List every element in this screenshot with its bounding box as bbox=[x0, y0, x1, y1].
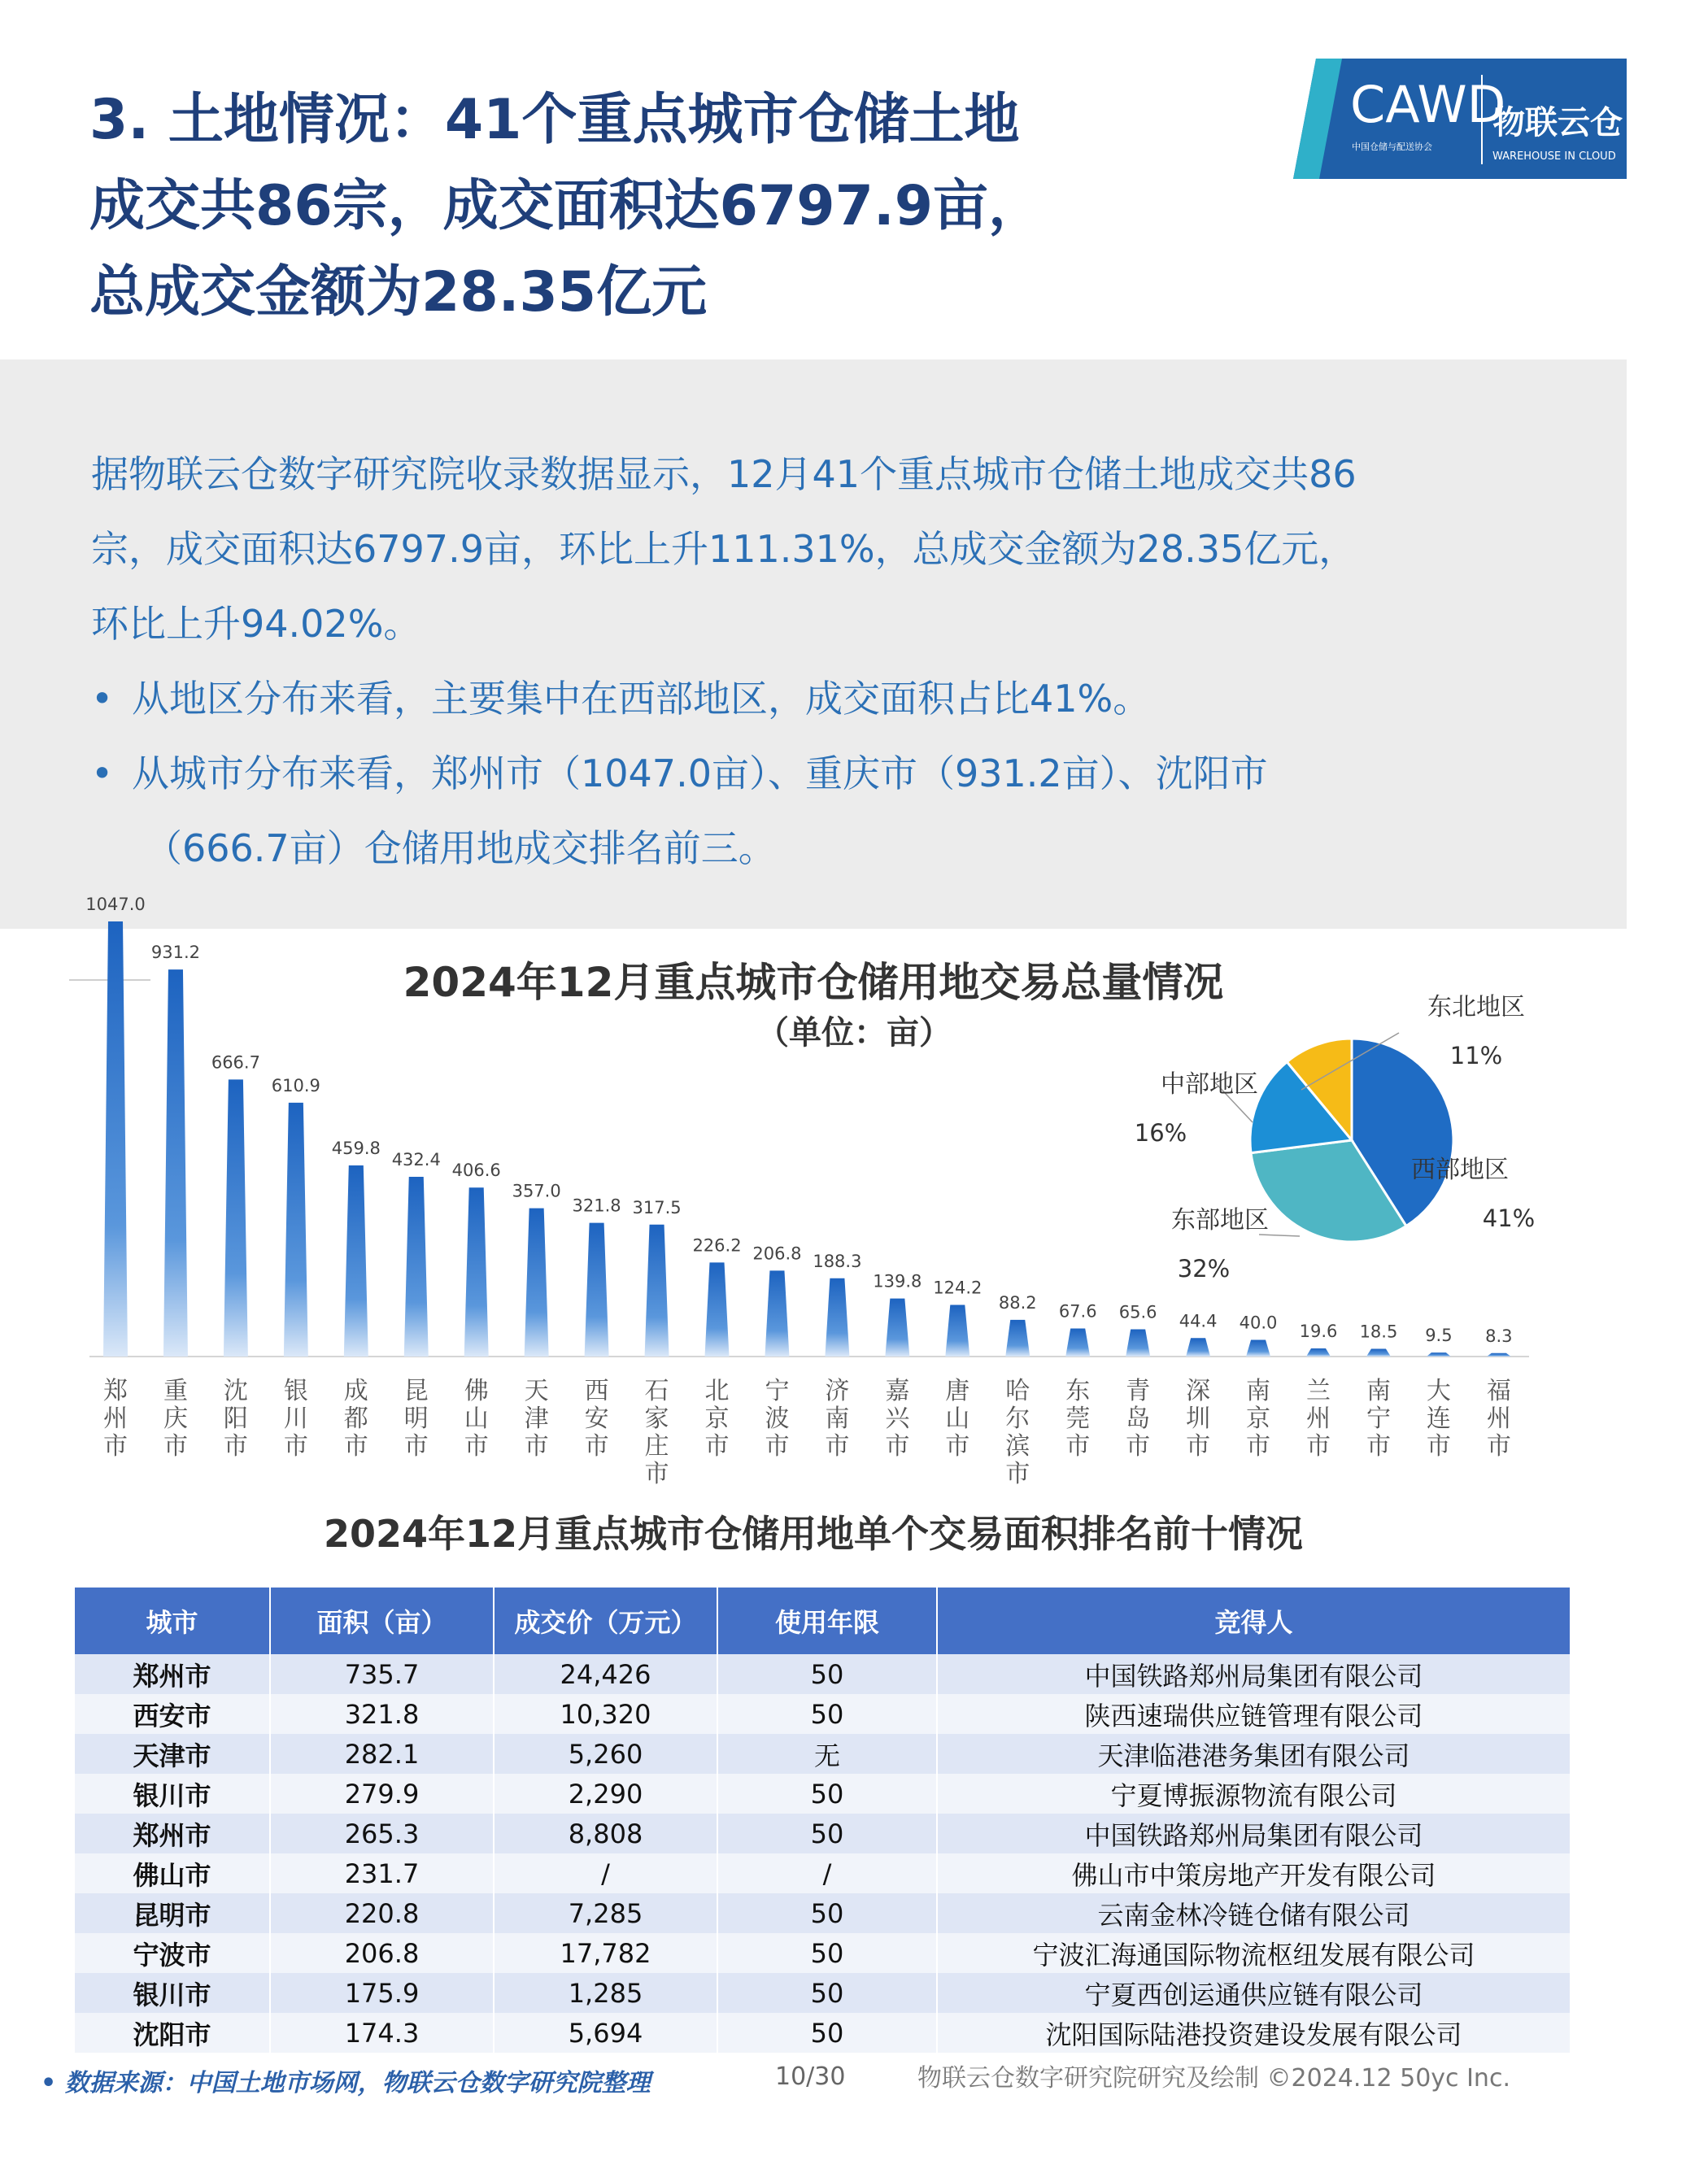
table-row bbox=[75, 2013, 1571, 2053]
category-label-char: 州 bbox=[1486, 1405, 1511, 1433]
bar-value-label: 139.8 bbox=[873, 1271, 922, 1291]
pie-slice-percent: 41% bbox=[1482, 1204, 1536, 1232]
bar bbox=[945, 1305, 969, 1357]
category-label-char: 市 bbox=[1126, 1432, 1151, 1461]
bar bbox=[224, 1079, 248, 1357]
bullet-marker: • bbox=[91, 751, 114, 795]
category-label-char: 市 bbox=[644, 1460, 669, 1488]
table-cell: 西安市 bbox=[75, 1694, 270, 1734]
title-line-3: 总成交金额为28.35亿元 bbox=[89, 260, 708, 324]
category-label-char: 都 bbox=[343, 1405, 368, 1433]
bar bbox=[1306, 1348, 1331, 1357]
category-label-char: 圳 bbox=[1186, 1405, 1211, 1433]
category-label-char: 郑 bbox=[103, 1377, 128, 1405]
table-cell: 206.8 bbox=[270, 1933, 494, 1973]
bar-value-label: 406.6 bbox=[451, 1161, 501, 1181]
category-label-char: 宁 bbox=[765, 1377, 790, 1405]
category-label-char: 川 bbox=[283, 1405, 308, 1433]
summary-line-1: 据物联云仓数字研究院收录数据显示，12月41个重点城市仓储土地成交共86 bbox=[91, 452, 1357, 496]
table-cell: 5,694 bbox=[494, 2013, 717, 2053]
category-label-char: 市 bbox=[825, 1432, 850, 1461]
category-label-char: 南 bbox=[1366, 1377, 1391, 1405]
bar-value-label: 610.9 bbox=[271, 1075, 320, 1095]
category-label-char: 市 bbox=[524, 1432, 549, 1461]
bar-value-label: 188.3 bbox=[813, 1251, 862, 1271]
table-cell: 8,808 bbox=[494, 1814, 717, 1853]
category-label-char: 南 bbox=[1246, 1377, 1271, 1405]
table-row bbox=[75, 1694, 1571, 1734]
bar-value-label: 357.0 bbox=[512, 1181, 561, 1201]
title-line-2: 成交共86宗，成交面积达6797.9亩， bbox=[89, 174, 1044, 238]
bar bbox=[1005, 1320, 1030, 1357]
table-cell: 银川市 bbox=[75, 1774, 270, 1814]
category-label-char: 唐 bbox=[945, 1377, 970, 1405]
table-cell: 中国铁路郑州局集团有限公司 bbox=[937, 1814, 1571, 1853]
bar bbox=[885, 1299, 909, 1357]
column-header: 面积（亩） bbox=[270, 1588, 494, 1654]
table-cell: 175.9 bbox=[270, 1973, 494, 2013]
summary-panel bbox=[0, 359, 1627, 929]
table-cell: 50 bbox=[717, 1814, 937, 1853]
category-label-char: 山 bbox=[945, 1405, 970, 1433]
table-cell: 沈阳国际陆港投资建设发展有限公司 bbox=[937, 2013, 1571, 2053]
category-label-char: 北 bbox=[704, 1377, 730, 1405]
table-row bbox=[75, 1853, 1571, 1893]
category-label-char: 明 bbox=[403, 1405, 429, 1433]
table-cell: 2,290 bbox=[494, 1774, 717, 1814]
category-label-char: 京 bbox=[704, 1405, 730, 1433]
category-label-char: 市 bbox=[945, 1432, 970, 1461]
svg-text:物联云仓: 物联云仓 bbox=[1492, 104, 1623, 142]
category-label-char: 南 bbox=[825, 1405, 850, 1433]
category-label-char: 大 bbox=[1426, 1377, 1451, 1405]
table-cell: 沈阳市 bbox=[75, 2013, 270, 2053]
bar-value-label: 931.2 bbox=[150, 943, 201, 963]
table-cell: 中国铁路郑州局集团有限公司 bbox=[937, 1654, 1571, 1694]
bar-value-label: 321.8 bbox=[572, 1196, 621, 1216]
bar-value-label: 40.0 bbox=[1239, 1313, 1278, 1333]
category-label-char: 佛 bbox=[464, 1377, 489, 1405]
bar bbox=[464, 1187, 489, 1357]
bar-value-label: 1047.0 bbox=[85, 895, 146, 914]
table-cell: 1,285 bbox=[494, 1973, 717, 2013]
table-cell: 50 bbox=[717, 1973, 937, 2013]
table-cell: 云南金林冷链仓储有限公司 bbox=[937, 1893, 1571, 1933]
pie-slice-percent: 11% bbox=[1449, 1042, 1503, 1069]
title-line-1: 3. 土地情况：41个重点城市仓储土地 bbox=[89, 88, 1020, 152]
bar bbox=[284, 1103, 308, 1357]
bullet-item-region bbox=[91, 661, 1571, 736]
cawd-logo bbox=[1293, 59, 1627, 179]
bar-value-label: 8.3 bbox=[1485, 1326, 1513, 1346]
category-label-char: 市 bbox=[704, 1432, 730, 1461]
category-label-char: 岛 bbox=[1126, 1405, 1151, 1433]
summary-line-2: 宗，成交面积达6797.9亩，环比上升111.31%，总成交金额为28.35亿元， bbox=[91, 527, 1357, 571]
table-cell: 50 bbox=[717, 1694, 937, 1734]
category-label-char: 市 bbox=[163, 1432, 188, 1461]
summary-line-3: 环比上升94.02%。 bbox=[91, 602, 421, 646]
table-cell: 7,285 bbox=[494, 1893, 717, 1933]
bar-value-label: 124.2 bbox=[933, 1278, 983, 1298]
bar bbox=[1246, 1340, 1270, 1357]
category-label-char: 市 bbox=[103, 1432, 128, 1461]
table-cell: 282.1 bbox=[270, 1734, 494, 1774]
category-label-char: 市 bbox=[1426, 1432, 1451, 1461]
category-label-char: 庆 bbox=[163, 1405, 188, 1433]
category-label-char: 市 bbox=[1186, 1432, 1211, 1461]
category-label-char: 石 bbox=[644, 1377, 669, 1405]
page-number: 10/30 bbox=[775, 2062, 846, 2091]
bar bbox=[1126, 1329, 1150, 1357]
table-cell: 174.3 bbox=[270, 2013, 494, 2053]
category-label-char: 西 bbox=[584, 1377, 609, 1405]
category-label-char: 市 bbox=[1065, 1432, 1091, 1461]
copyright-credit: 物联云仓数字研究院研究及绘制 ©2024.12 50yc Inc. bbox=[917, 2064, 1510, 2093]
bar-value-label: 67.6 bbox=[1058, 1301, 1097, 1322]
bar-value-label: 9.5 bbox=[1425, 1326, 1453, 1346]
table-cell: 24,426 bbox=[494, 1654, 717, 1694]
category-label-char: 家 bbox=[644, 1405, 669, 1433]
table-cell: 735.7 bbox=[270, 1654, 494, 1694]
category-label-char: 银 bbox=[283, 1377, 308, 1405]
table-cell: 50 bbox=[717, 1893, 937, 1933]
svg-text:WAREHOUSE IN CLOUD: WAREHOUSE IN CLOUD bbox=[1492, 150, 1616, 163]
table-cell: 宁夏博振源物流有限公司 bbox=[937, 1774, 1571, 1814]
bar-value-label: 226.2 bbox=[692, 1235, 742, 1256]
category-label-char: 滨 bbox=[1005, 1432, 1030, 1461]
bar bbox=[825, 1278, 849, 1357]
category-label-char: 市 bbox=[403, 1432, 429, 1461]
bullet-text: 从地区分布来看，主要集中在西部地区，成交面积占比41%。 bbox=[132, 677, 1151, 721]
category-label-char: 市 bbox=[343, 1432, 368, 1461]
category-label-char: 山 bbox=[464, 1405, 489, 1433]
category-label-char: 深 bbox=[1186, 1377, 1211, 1405]
bullet-item-city-cont: （666.7亩）仓储用地成交排名前三。 bbox=[145, 826, 776, 870]
table-cell: 无 bbox=[717, 1734, 937, 1774]
bar bbox=[1487, 1353, 1511, 1357]
category-label-char: 市 bbox=[1005, 1460, 1030, 1488]
category-label-char: 连 bbox=[1426, 1405, 1451, 1433]
table-cell: 郑州市 bbox=[75, 1814, 270, 1853]
category-label-char: 昆 bbox=[403, 1377, 429, 1405]
page-title bbox=[89, 77, 1228, 336]
bar-value-label: 317.5 bbox=[632, 1197, 682, 1217]
bar bbox=[525, 1209, 549, 1357]
category-label-char: 安 bbox=[584, 1405, 609, 1433]
column-header: 成交价（万元） bbox=[494, 1588, 717, 1654]
pie-slice-name: 中部地区 bbox=[1161, 1070, 1258, 1099]
category-label-char: 重 bbox=[163, 1377, 188, 1405]
bar-value-label: 44.4 bbox=[1179, 1311, 1218, 1331]
category-label-char: 天 bbox=[524, 1377, 549, 1405]
table-cell: 279.9 bbox=[270, 1774, 494, 1814]
data-source-note: • 数据来源：中国土地市场网，物联云仓数字研究院整理 bbox=[41, 2069, 651, 2097]
table-cell: 天津临港港务集团有限公司 bbox=[937, 1734, 1571, 1774]
category-label-char: 尔 bbox=[1005, 1405, 1030, 1433]
category-label-char: 州 bbox=[1306, 1405, 1331, 1433]
pie-leader-line bbox=[1259, 1235, 1300, 1236]
bar bbox=[705, 1262, 730, 1357]
table-cell: 宁波汇海通国际物流枢纽发展有限公司 bbox=[937, 1933, 1571, 1973]
bar bbox=[344, 1165, 368, 1357]
bar bbox=[645, 1225, 669, 1357]
category-label-char: 市 bbox=[464, 1432, 489, 1461]
bar bbox=[1427, 1352, 1451, 1357]
category-label-char: 福 bbox=[1486, 1377, 1511, 1405]
table-row bbox=[75, 1973, 1571, 2013]
table-cell: 宁波市 bbox=[75, 1933, 270, 1973]
bar bbox=[1366, 1349, 1391, 1357]
category-label-char: 嘉 bbox=[885, 1377, 910, 1405]
table-cell: 17,782 bbox=[494, 1933, 717, 1973]
column-header: 城市 bbox=[75, 1588, 270, 1654]
category-label-char: 市 bbox=[1246, 1432, 1271, 1461]
table-cell: 宁夏西创运通供应链有限公司 bbox=[937, 1973, 1571, 2013]
table-cell: 321.8 bbox=[270, 1694, 494, 1734]
table-cell: / bbox=[494, 1853, 717, 1893]
category-label-char: 青 bbox=[1126, 1377, 1151, 1405]
table-cell: 佛山市中策房地产开发有限公司 bbox=[937, 1853, 1571, 1893]
svg-text:中国仓储与配送协会: 中国仓储与配送协会 bbox=[1352, 142, 1432, 152]
table-title: 2024年12月重点城市仓储用地单个交易面积排名前十情况 bbox=[323, 1512, 1304, 1556]
category-label-char: 市 bbox=[885, 1432, 910, 1461]
category-label-char: 津 bbox=[524, 1405, 549, 1433]
bar bbox=[585, 1223, 609, 1357]
svg-text:CAWD: CAWD bbox=[1350, 75, 1506, 134]
pie-slice-name: 东部地区 bbox=[1171, 1206, 1269, 1235]
pie-slice-name: 西部地区 bbox=[1411, 1156, 1509, 1184]
bar-value-label: 666.7 bbox=[211, 1052, 260, 1073]
category-label-char: 阳 bbox=[223, 1405, 248, 1433]
bullet-text: 从城市分布来看，郑州市（1047.0亩）、重庆市（931.2亩）、沈阳市 bbox=[132, 751, 1268, 795]
bar-value-label: 19.6 bbox=[1299, 1321, 1338, 1341]
bar-value-label: 65.6 bbox=[1118, 1302, 1157, 1322]
category-label-char: 兰 bbox=[1306, 1377, 1331, 1405]
bar-chart-title: 2024年12月重点城市仓储用地交易总量情况 bbox=[403, 959, 1224, 1006]
category-label-char: 宁 bbox=[1366, 1405, 1391, 1433]
category-label-char: 波 bbox=[765, 1405, 790, 1433]
bar-value-label: 432.4 bbox=[391, 1150, 441, 1170]
category-label-char: 莞 bbox=[1065, 1405, 1091, 1433]
table-cell: 50 bbox=[717, 1933, 937, 1973]
category-label-char: 市 bbox=[765, 1432, 790, 1461]
table-cell: 昆明市 bbox=[75, 1893, 270, 1933]
table-cell: 231.7 bbox=[270, 1853, 494, 1893]
bar-value-label: 88.2 bbox=[998, 1292, 1037, 1313]
table-cell: 265.3 bbox=[270, 1814, 494, 1853]
table-row bbox=[75, 1654, 1571, 1694]
category-label-char: 济 bbox=[825, 1377, 850, 1405]
table-cell: 50 bbox=[717, 2013, 937, 2053]
category-label-char: 成 bbox=[343, 1377, 368, 1405]
table-cell: 5,260 bbox=[494, 1734, 717, 1774]
category-label-char: 州 bbox=[103, 1405, 128, 1433]
category-label-char: 庄 bbox=[644, 1432, 669, 1461]
table-cell: 陕西速瑞供应链管理有限公司 bbox=[937, 1694, 1571, 1734]
category-label-char: 市 bbox=[1366, 1432, 1391, 1461]
bar bbox=[765, 1270, 789, 1357]
table-cell: 天津市 bbox=[75, 1734, 270, 1774]
table-cell: 银川市 bbox=[75, 1973, 270, 2013]
table-cell: 10,320 bbox=[494, 1694, 717, 1734]
table-row bbox=[75, 1933, 1571, 1973]
category-label-char: 京 bbox=[1246, 1405, 1271, 1433]
table-header-row bbox=[75, 1588, 1571, 1654]
pie-slice-percent: 32% bbox=[1177, 1255, 1231, 1283]
table-cell: 郑州市 bbox=[75, 1654, 270, 1694]
bar bbox=[404, 1177, 429, 1357]
table-cell: / bbox=[717, 1853, 937, 1893]
category-label-char: 东 bbox=[1065, 1377, 1091, 1405]
bar bbox=[1065, 1328, 1090, 1357]
table-cell: 佛山市 bbox=[75, 1853, 270, 1893]
table-row bbox=[75, 1774, 1571, 1814]
bar-value-label: 459.8 bbox=[331, 1139, 381, 1159]
bullet-item-city bbox=[91, 736, 1571, 811]
table-cell: 50 bbox=[717, 1654, 937, 1694]
table-row bbox=[75, 1734, 1571, 1774]
pie-slice-name: 东北地区 bbox=[1427, 993, 1525, 1021]
category-label-char: 市 bbox=[283, 1432, 308, 1461]
category-label-char: 市 bbox=[223, 1432, 248, 1461]
bullet-marker: • bbox=[91, 677, 114, 721]
category-label-char: 市 bbox=[1486, 1432, 1511, 1461]
pie-slice-percent: 16% bbox=[1134, 1119, 1187, 1147]
table-row bbox=[75, 1814, 1571, 1853]
table-cell: 220.8 bbox=[270, 1893, 494, 1933]
column-header: 竞得人 bbox=[937, 1588, 1571, 1654]
category-label-char: 兴 bbox=[885, 1405, 910, 1433]
table-row bbox=[75, 1893, 1571, 1933]
bar-value-label: 206.8 bbox=[752, 1243, 802, 1264]
category-label-char: 沈 bbox=[223, 1377, 248, 1405]
bar-value-label: 18.5 bbox=[1359, 1322, 1398, 1342]
table-cell: 50 bbox=[717, 1774, 937, 1814]
summary-paragraph bbox=[91, 437, 1571, 661]
bar-chart-unit: （单位：亩） bbox=[756, 1014, 952, 1052]
ranking-table bbox=[75, 1588, 1571, 2053]
category-label-char: 哈 bbox=[1005, 1377, 1030, 1405]
column-header: 使用年限 bbox=[717, 1588, 937, 1654]
category-label-char: 市 bbox=[584, 1432, 609, 1461]
category-label-char: 市 bbox=[1306, 1432, 1331, 1461]
bar bbox=[1186, 1338, 1210, 1357]
